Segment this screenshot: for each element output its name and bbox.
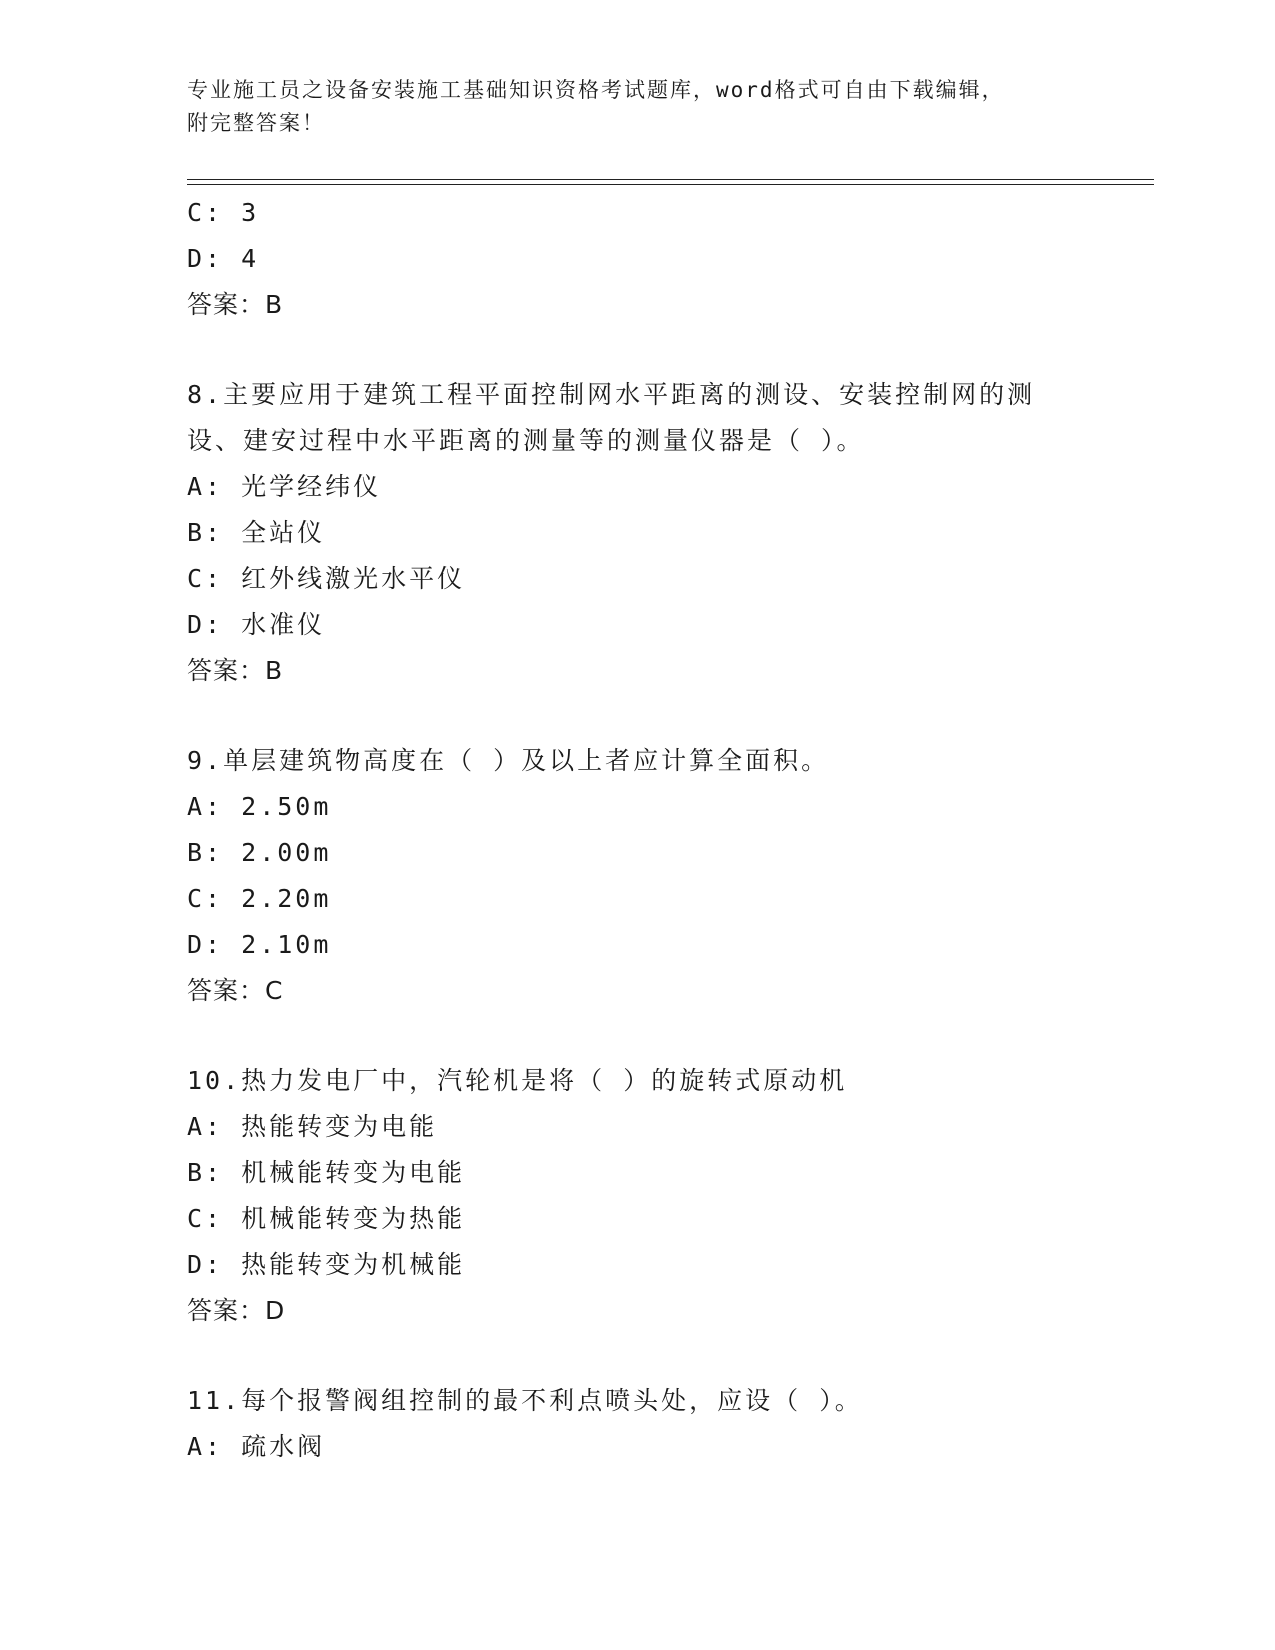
option-d: D: 水准仪 — [187, 610, 326, 639]
option-a: A: 热能转变为电能 — [187, 1112, 438, 1141]
option-d: D: 4 — [187, 244, 260, 273]
question-10 — [187, 1058, 1147, 1334]
answer-line: 答案：D — [187, 1296, 286, 1325]
option-a: A: 光学经纬仪 — [187, 472, 382, 501]
option-c: C: 2.20m — [187, 884, 332, 913]
option-a: A: 2.50m — [187, 792, 332, 821]
spacer — [187, 694, 1147, 738]
option-a: A: 疏水阀 — [187, 1432, 326, 1461]
question-stem-continued: 设、建安过程中水平距离的测量等的测量仪器是（ ）。 — [187, 426, 865, 455]
question-8 — [187, 372, 1147, 694]
option-b: B: 2.00m — [187, 838, 332, 867]
answer-line: 答案：B — [187, 290, 284, 319]
option-c: C: 3 — [187, 198, 260, 227]
spacer — [187, 1334, 1147, 1378]
question-stem: 8.主要应用于建筑工程平面控制网水平距离的测设、安装控制网的测 — [187, 380, 1036, 409]
question-stem: 11.每个报警阀组控制的最不利点喷头处，应设（ ）。 — [187, 1386, 863, 1415]
spacer — [187, 328, 1147, 372]
option-c: C: 红外线激光水平仪 — [187, 564, 466, 593]
option-d: D: 热能转变为机械能 — [187, 1250, 466, 1279]
header-line-1: 专业施工员之设备安装施工基础知识资格考试题库，word格式可自由下载编辑， — [187, 78, 1005, 102]
option-b: B: 全站仪 — [187, 518, 326, 547]
answer-line: 答案：B — [187, 656, 284, 685]
question-9 — [187, 738, 1147, 1014]
option-b: B: 机械能转变为电能 — [187, 1158, 466, 1187]
header-line-2: 附完整答案！ — [187, 111, 325, 135]
header-divider-top — [187, 179, 1154, 180]
spacer — [187, 1014, 1147, 1058]
question-list — [187, 190, 1147, 1470]
option-c: C: 机械能转变为热能 — [187, 1204, 466, 1233]
answer-line: 答案：C — [187, 976, 284, 1005]
option-d: D: 2.10m — [187, 930, 332, 959]
question-stem: 10.热力发电厂中，汽轮机是将（ ）的旋转式原动机 — [187, 1066, 848, 1095]
question-11 — [187, 1378, 1147, 1470]
header-divider-bottom — [187, 184, 1154, 185]
question-7-tail — [187, 190, 1147, 328]
document-header — [187, 74, 1087, 140]
question-stem: 9.单层建筑物高度在（ ）及以上者应计算全面积。 — [187, 746, 830, 775]
